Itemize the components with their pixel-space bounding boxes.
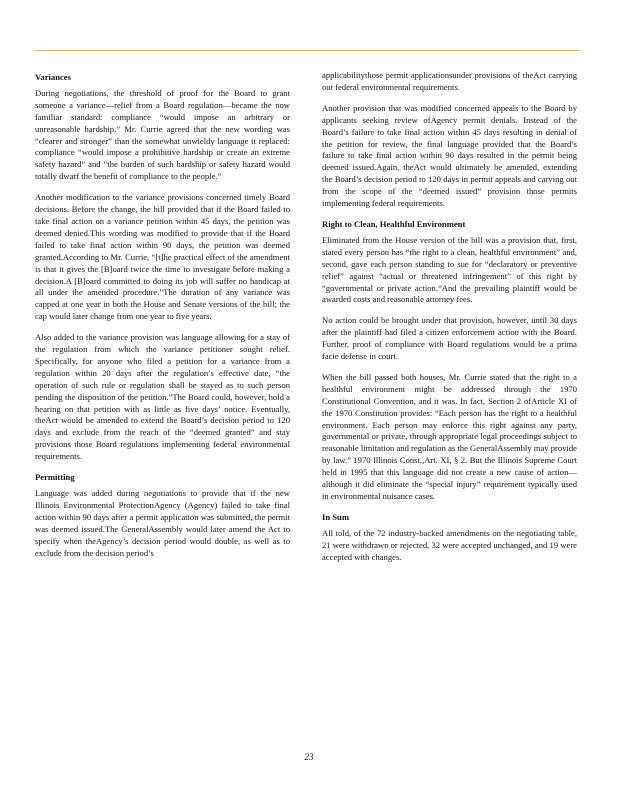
body-paragraph: Another provision that was modified concerned appeals to the Board by applicants seeking review ofAgency permit denials. Instead of the Board’s failure to take final action within 45 days resulting in denial of the petition for review, the final language provided that the Board’s failure to take final action within 90 days resulted in the permit being deemed issued.Again, theAct would ultimately be amended, extending the Board’s decision period to 120 days in permit appeals and carving out from the scope of the “deemed issued” provision those permits implementing federal requirements. xyxy=(322,102,577,209)
body-paragraph: All told, of the 72 industry-backed amendments on the negotiating table, 21 were withdrawn or rejected, 32 were accepted unchanged, and 19 were accepted with changes. xyxy=(322,527,577,562)
header-rule xyxy=(35,50,581,51)
section-heading: Right to Clean, Healthful Environment xyxy=(322,218,466,229)
body-paragraph: When the bill passed both houses, Mr. Currie stated that the right to a healthful environment might be addressed through the 1970 Constitutional Convention, and it was. In fact, Section 2 ofArticle XI of the 1970 Constitution provides: “Each person has the right to a healthful environment. Each person may enforce this right against any party, governmental or private, through appropriate legal proceedings subject to reasonable limitation and regulation as the GeneralAssembly may provide by law.” 1970 Illinois Const.,Art. XI, § 2. But the Illinois Supreme Court held in 1995 that this language did not create a new cause of action—although it did eliminate the “special injury” requirement typically used in environmental nuisance cases. xyxy=(322,371,577,501)
body-paragraph: Eliminated from the House version of the bill was a provision that, first, stated every person has “the right to a clean, healthful environment” and, second, gave each person standing to sue for “declaratory or preventive relief” against “actual or threatened infringement” of this right by “governmental or private action.”And the prevailing plaintiff would be awarded costs and reasonable attorney fees. xyxy=(322,234,577,305)
page-number: 23 xyxy=(304,752,314,762)
body-paragraph: During negotiations, the threshold of proof for the Board to grant someone a variance—relief from a Board regulation—became the now familiar standard: compliance “would impose an arbitrary or unreasonable hardship.” Mr. Currie agreed that the new wording was “clearer and stronger” than the somewhat unwieldy language it replaced: compliance “would impose a prohibitive hardship or create an extreme safety hazard” and “the burden of such hardship or safety hazard would totally dwarf the benefit of compliance to the people.” xyxy=(35,87,290,182)
body-paragraph: Another modification to the variance provisions concerned timely Board decisions. Before the change, the bill provided that if the Board failed to take final action on a variance petition within 45 days, the petition was deemed denied.This wording was modified to provide that if the Board failed to take final action within 90 days, the petition was deemed granted.According to Mr. Currie, “[t]he practical effect of the amendment is that it gives the [B]oard twice the time to investigate before making a decision.A [B]oard committed to doing its job will suffer no handicap at all under the amended procedure.”The duration of any variance was capped at one year in both the House and Senate versions of the bill; the cap would later change from one year to five years. xyxy=(35,192,290,322)
left-column xyxy=(35,70,290,568)
body-paragraph: Language was added during negotiations to provide that if the new Illinois Environmental ProtectionAgency (Agency) failed to take final action within 90 days after a permit application was submitted, the permit was deemed issued.The GeneralAssembly would later amend the Act to specify when theAgency’s decision period would double, as well as to exclude from the decision period’s xyxy=(35,488,290,558)
body-paragraph: applicabilitythose permit applicationsunder provisions of theAct carrying out federal environmental requirements. xyxy=(322,70,577,92)
body-paragraph: Also added to the variance provision was language allowing for a stay of the regulation from which the variance petitioner sought relief. Specifically, for anyone who filed a petition for a variance from a regulation within 20 days after the regulation’s effective date, “the operation of such rule or regulation shall be stayed as to such person pending the disposition of the petition.”The Board could, however, hold a hearing on that petition with as little as five days’ notice. Eventually, theAct would be amended to extend the Board’s decision period to 120 days and exclude from the reach of the “deemed granted” and stay provisions those Board regulations implementing federal environmental requirements. xyxy=(35,332,290,462)
section-heading: Permitting xyxy=(35,472,75,483)
right-column xyxy=(322,70,577,573)
section-heading: In Sum xyxy=(322,511,349,522)
section-heading: Variances xyxy=(35,72,71,82)
body-paragraph: No action could be brought under that provision, however, until 30 days after the plaintiff had filed a citizen enforcement action with the Board. Further, proof of compliance with Board regulations would be a prima facie defense in court. xyxy=(322,315,577,362)
